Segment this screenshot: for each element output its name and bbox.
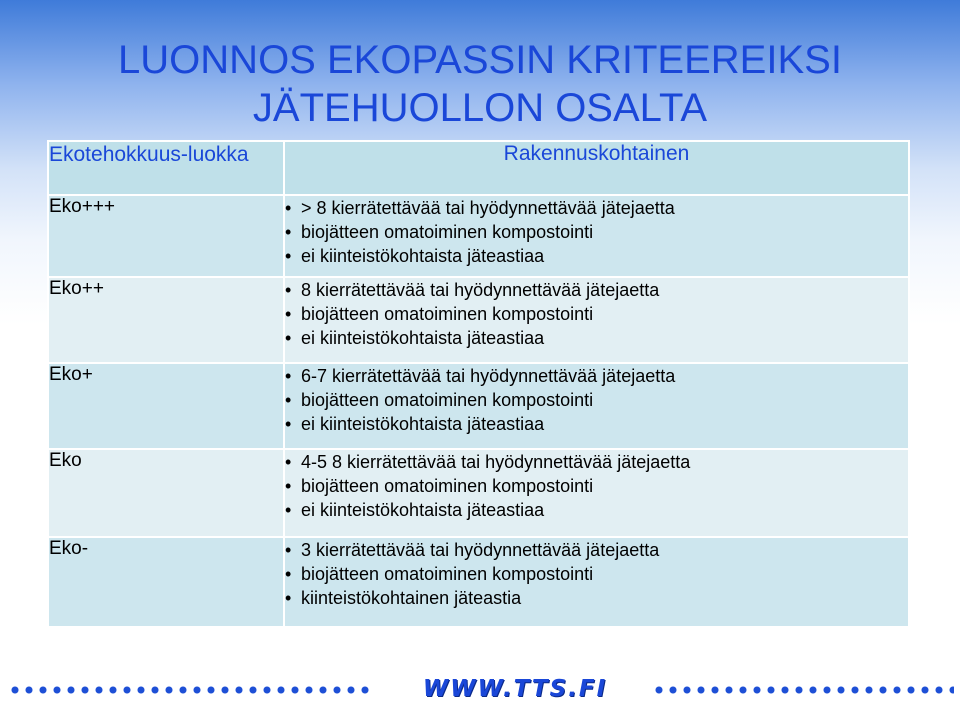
- dotted-line-right: [654, 685, 954, 695]
- criteria-cell: [284, 537, 909, 627]
- class-label: Eko+: [48, 363, 284, 449]
- criteria-cell: [284, 195, 909, 277]
- list-item: • biojätteen omatoiminen kompostointi: [285, 220, 908, 244]
- criteria-list: [285, 538, 908, 610]
- eco-criteria-table: [47, 140, 910, 628]
- class-label: Eko-: [48, 537, 284, 627]
- list-item: • biojätteen omatoiminen kompostointi: [285, 388, 908, 412]
- slide-title: [0, 36, 960, 132]
- list-item: • ei kiinteistökohtaista jäteastiaa: [285, 412, 908, 436]
- list-item: • biojätteen omatoiminen kompostointi: [285, 302, 908, 326]
- list-item: • > 8 kierrätettävää tai hyödynnettävää jätejaetta: [285, 196, 908, 220]
- list-item: • biojätteen omatoiminen kompostointi: [285, 562, 908, 586]
- slide-title-line-2: JÄTEHUOLLON OSALTA: [252, 86, 708, 130]
- class-label: Eko+++: [48, 195, 284, 277]
- table-row: [48, 363, 909, 449]
- criteria-cell: [284, 363, 909, 449]
- table-row: [48, 449, 909, 537]
- header-building-specific: Rakennuskohtainen: [284, 141, 909, 195]
- criteria-list: [285, 450, 908, 522]
- list-item: • ei kiinteistökohtaista jäteastiaa: [285, 326, 908, 350]
- list-item: • 3 kierrätettävää tai hyödynnettävää jätejaetta: [285, 538, 908, 562]
- criteria-cell: [284, 449, 909, 537]
- list-item: • biojätteen omatoiminen kompostointi: [285, 474, 908, 498]
- criteria-list: [285, 278, 908, 350]
- list-item: • 6-7 kierrätettävää tai hyödynnettävää jätejaetta: [285, 364, 908, 388]
- table-header-row: [48, 141, 909, 195]
- header-efficiency-class: Ekotehokkuus-luokka: [48, 141, 284, 195]
- list-item: • ei kiinteistökohtaista jäteastiaa: [285, 498, 908, 522]
- dotted-line-left: [10, 685, 374, 695]
- criteria-list: [285, 196, 908, 268]
- slide-title-line-1: LUONNOS EKOPASSIN KRITEEREIKSI: [118, 38, 842, 82]
- class-label: Eko: [48, 449, 284, 537]
- criteria-list: [285, 364, 908, 436]
- list-item: • 8 kierrätettävää tai hyödynnettävää jätejaetta: [285, 278, 908, 302]
- table-row: [48, 195, 909, 277]
- list-item: • ei kiinteistökohtaista jäteastiaa: [285, 244, 908, 268]
- brand-url: WWW.TTS.FI: [422, 676, 608, 702]
- class-label: Eko++: [48, 277, 284, 363]
- footer-bar: [0, 676, 960, 702]
- criteria-cell: [284, 277, 909, 363]
- list-item: • 4-5 8 kierrätettävää tai hyödynnettävää jätejaetta: [285, 450, 908, 474]
- table-row: [48, 537, 909, 627]
- list-item: • kiinteistökohtainen jäteastia: [285, 586, 908, 610]
- table-row: [48, 277, 909, 363]
